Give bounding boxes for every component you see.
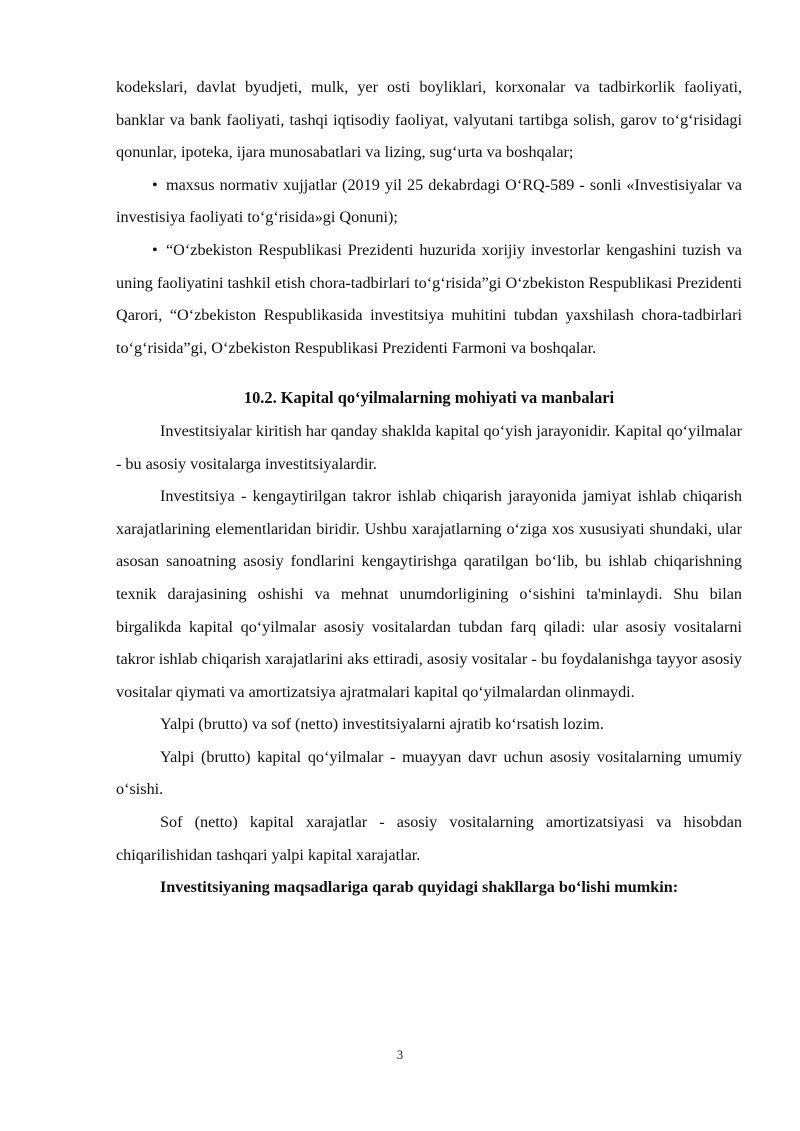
body-paragraph: Yalpi (brutto) va sof (netto) investitsiyalarni ajratib ko‘rsatish lozim. [160,715,604,734]
section-heading: 10.2. Kapital qo‘yilmalarning mohiyati va manbalari [243,388,615,408]
body-paragraph: Sof (netto) kapital xarajatlar - asosiy vositalarning amortizatsiyasi va hisobdan chiqarilishidan tashqari yalpi kapital xarajatlar. [116,813,742,864]
body-paragraph: Investitsiyalar kiritish har qanday shaklda kapital qo‘yish jarayonidir. Kapital qo‘yilmalar - bu asosiy vositalarga investitsiyalardir. [116,421,742,473]
bullet-item [116,169,742,234]
page-number: 3 [396,1048,404,1062]
paragraph-continuation: kodekslari, davlat byudjeti, mulk, yer osti boyliklari, korxonalar va tadbirkorlik faoliyati, banklar va bank faoliyati, tashqi iqtisodiy faoliyat, valyutani tartibga solish, garov to‘g‘risidagi qonunlar, ipoteka, ijara munosabatlari va lizing, sug‘urta va boshqalar; [116,78,742,162]
bullet-item [116,234,742,364]
body-paragraph: Investitsiya - kengaytirilgan takror ishlab chiqarish jarayonida jamiyat ishlab chiqarish xarajatlarining elementlaridan biridir. Ushbu xarajatlarning o‘ziga xos xususiyati shundaki, ular asosan sanoatning asosiy fondlarini kengaytirishga qaratilgan bo‘lib, bu ishlab chiqarishning texnik darajasining oshishi va mehnat unumdorligining o‘sishini ta'minlaydi. Shu bilan birgalikda kapital qo‘yilmalar asosiy vositalardan tubdan farq qiladi: ular asosiy vositalarni takror ishlab chiqarish xarajatlarini aks ettiradi, asosiy vositalar - bu foydalanishga tayyor asosiy vositalar qiymati va amortizatsiya ajratmalari kapital qo‘yilmalardan olinmaydi. [116,487,742,701]
bullet-marker: • [152,240,158,259]
bold-paragraph: Investitsiyaning maqsadlariga qarab quyidagi shakllarga bo‘lishi mumkin: [160,878,679,897]
bullet-marker: • [152,175,158,194]
bullet-text: “O‘zbekiston Respublikasi Prezidenti huzurida xorijiy investorlar kengashini tuzish va uning faoliyatini tashkil etish chora-tadbirlari to‘g‘risida”gi O‘zbekiston Respublikasi Prezidenti Qarori, “O‘zbekiston Respublikasida investitsiya muhitini tubdan yaxshilash chora-tadbirlari to‘g‘risida”gi, O‘zbekiston Respublikasi Prezidenti Farmoni va boshqalar. [116,240,742,357]
document-page [116,71,742,904]
body-paragraph: Yalpi (brutto) kapital qo‘yilmalar - muayyan davr uchun asosiy vositalarning umumiy o‘sishi. [116,747,742,799]
bullet-text: maxsus normativ xujjatlar (2019 yil 25 dekabrdagi O‘RQ-589 - sonli «Investisiyalar va investisiya faoliyati to‘g‘risida»gi Qonuni); [116,175,742,227]
